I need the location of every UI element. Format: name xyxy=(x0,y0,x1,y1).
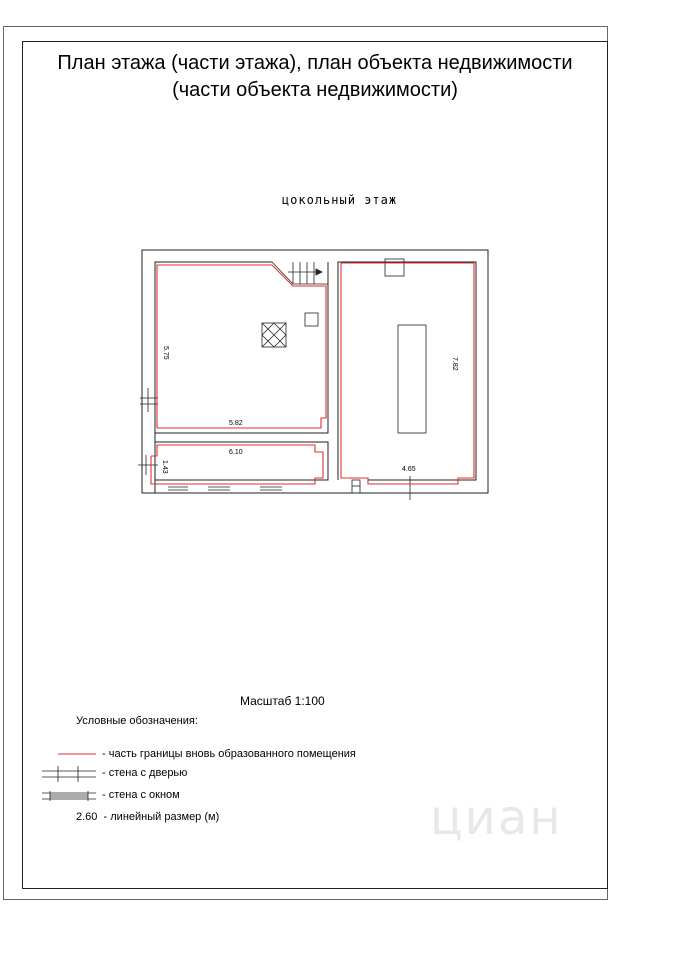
legend-item-dimension xyxy=(76,811,219,823)
dim-room3-height: 7.82 xyxy=(451,357,458,371)
floor-label: цокольный этаж xyxy=(281,193,398,207)
dim-room2-height: 1.43 xyxy=(161,460,168,474)
inner-wall-room3 xyxy=(338,262,476,480)
room3-fixtures xyxy=(385,259,426,433)
scale-label: Масштаб 1:100 xyxy=(240,694,325,708)
legend-dimension-text: - линейный размер (м) xyxy=(103,811,220,823)
dim-room3-width: 4.65 xyxy=(402,466,416,473)
inner-wall-room2 xyxy=(155,442,328,480)
boundary-lines xyxy=(151,263,474,484)
legend-item-boundary: - часть границы вновь образованного помещения xyxy=(102,748,356,760)
dim-room1-height: 5.75 xyxy=(162,346,169,360)
legend-symbols xyxy=(42,754,96,801)
legend-dimension-sample: 2.60 xyxy=(76,811,98,823)
title-line-2: (части объекта недвижимости) xyxy=(172,79,458,101)
legend-wall-door xyxy=(42,766,96,782)
inner-wall-left-top xyxy=(155,262,272,493)
dim-room1-width: 5.82 xyxy=(229,420,243,427)
legend-title: Условные обозначения: xyxy=(76,715,198,727)
legend-wall-window xyxy=(42,791,96,801)
openings xyxy=(138,388,410,500)
watermark-logo: циан xyxy=(430,790,563,846)
dim-room2-width: 6.10 xyxy=(229,449,243,456)
central-column xyxy=(398,325,426,433)
room1-fixtures xyxy=(262,313,318,347)
legend-item-window: - стена с окном xyxy=(102,789,180,801)
legend-item-door: - стена с дверью xyxy=(102,767,188,779)
title-line-1: План этажа (части этажа), план объекта недвижимости xyxy=(57,52,573,74)
inner-wall-room1 xyxy=(155,262,328,433)
small-box xyxy=(305,313,318,326)
